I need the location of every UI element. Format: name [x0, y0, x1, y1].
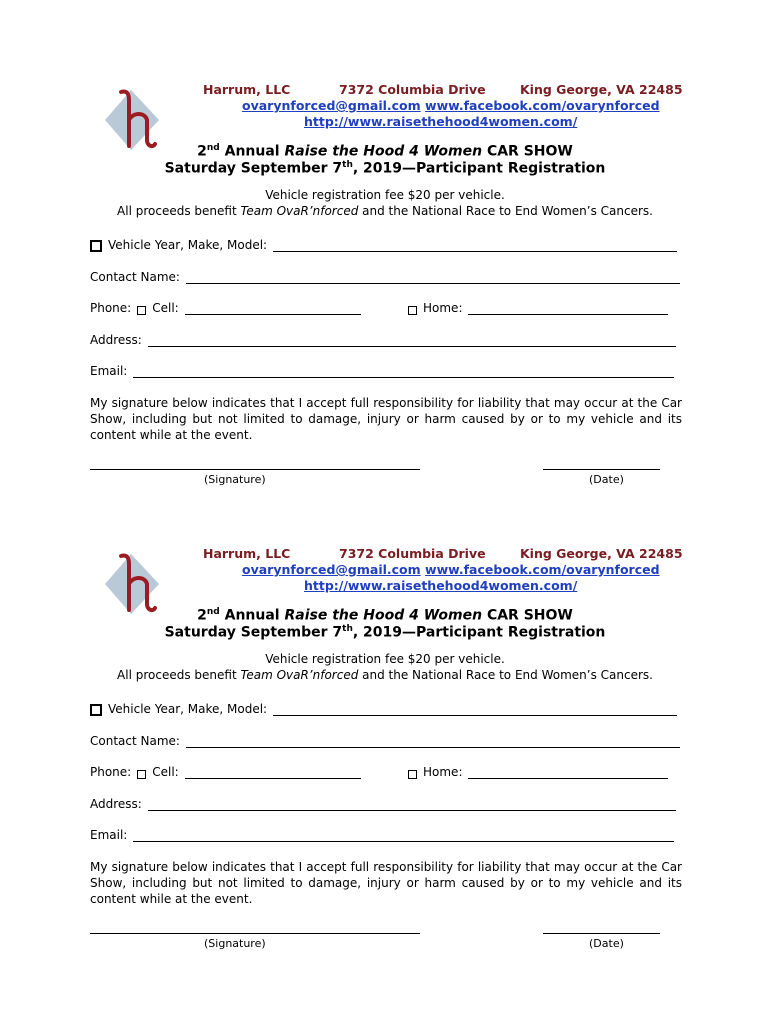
city-state-zip: King George, VA 22485 — [520, 82, 683, 97]
cell-phone-field[interactable] — [185, 766, 361, 779]
vehicle-row — [90, 702, 677, 716]
registration-text: , 2019—Participant Registration — [352, 160, 606, 177]
team-name: Team OvaR’nforced — [240, 204, 359, 218]
date-field[interactable] — [543, 932, 660, 934]
website-link[interactable]: http://www.raisethehood4women.com/ — [304, 114, 578, 129]
address-field[interactable] — [148, 798, 676, 811]
email-row — [90, 364, 674, 378]
fee-text: Vehicle registration fee $20 per vehicle. — [265, 188, 505, 202]
liability-statement: My signature below indicates that I accept full responsibility for liability that may occur at the Car Show, including but not limited to damage, injury or harm caused by or to my vehicle and its content while at the event. — [90, 860, 682, 906]
company-name: Harrum, LLC — [203, 82, 291, 97]
vehicle-checkbox[interactable] — [90, 240, 102, 252]
registration-form-2 — [0, 544, 770, 1014]
event-title — [0, 143, 770, 160]
signature-label: (Signature) — [204, 937, 266, 950]
home-phone-group — [408, 765, 668, 779]
date-label: (Date) — [589, 473, 624, 486]
fee-text: Vehicle registration fee $20 per vehicle. — [265, 652, 505, 666]
event-subtitle — [0, 624, 770, 641]
vehicle-checkbox[interactable] — [90, 704, 102, 716]
home-phone-field[interactable] — [468, 302, 668, 315]
home-label: Home: — [423, 765, 463, 779]
date-suffix: th — [342, 160, 353, 170]
title-annual: Annual — [224, 607, 280, 624]
phone-label: Phone: — [90, 765, 132, 779]
contact-links — [242, 98, 660, 113]
home-label: Home: — [423, 301, 463, 315]
home-phone-field[interactable] — [468, 766, 668, 779]
vehicle-row — [90, 238, 677, 252]
vehicle-field[interactable] — [273, 703, 677, 716]
title-car-show: CAR SHOW — [486, 607, 573, 624]
registration-form-1 — [0, 80, 770, 550]
signature-label: (Signature) — [204, 473, 266, 486]
vehicle-field[interactable] — [273, 239, 677, 252]
registration-text: , 2019—Participant Registration — [352, 624, 606, 641]
benefit-pre: All proceeds benefit — [117, 668, 237, 682]
company-name: Harrum, LLC — [203, 546, 291, 561]
event-subtitle — [0, 160, 770, 177]
cell-label: Cell: — [152, 301, 179, 315]
address-label: Address: — [90, 333, 142, 347]
website-link[interactable]: http://www.raisethehood4women.com/ — [304, 578, 578, 593]
date-text: Saturday September 7 — [164, 160, 343, 177]
website-row — [304, 114, 577, 129]
address-row — [90, 333, 676, 347]
contact-name-field[interactable] — [186, 271, 680, 284]
signature-field[interactable] — [90, 468, 420, 470]
team-name: Team OvaR’nforced — [240, 668, 359, 682]
email-link[interactable]: ovarynforced@gmail.com — [242, 562, 421, 577]
cell-checkbox[interactable] — [137, 770, 146, 779]
contact-label: Contact Name: — [90, 270, 180, 284]
header-row — [0, 544, 770, 564]
benefit-post: and the National Race to End Women’s Cancers. — [362, 204, 653, 218]
home-phone-group — [408, 301, 668, 315]
benefit-text — [0, 668, 770, 682]
street-address: 7372 Columbia Drive — [339, 82, 486, 97]
date-suffix: th — [342, 624, 353, 634]
ordinal-suffix: nd — [206, 143, 220, 153]
ordinal-number: 2 — [197, 143, 207, 160]
contact-row — [90, 734, 680, 748]
facebook-link[interactable]: www.facebook.com/ovarynforced — [425, 562, 660, 577]
benefit-post: and the National Race to End Women’s Cancers. — [362, 668, 653, 682]
benefit-text — [0, 204, 770, 218]
contact-label: Contact Name: — [90, 734, 180, 748]
cell-checkbox[interactable] — [137, 306, 146, 315]
event-name: Raise the Hood 4 Women — [284, 143, 483, 160]
vehicle-label: Vehicle Year, Make, Model: — [108, 702, 268, 716]
contact-row — [90, 270, 680, 284]
signature-field[interactable] — [90, 932, 420, 934]
home-checkbox[interactable] — [408, 770, 417, 779]
email-label: Email: — [90, 364, 128, 378]
phone-row — [90, 765, 361, 779]
vehicle-label: Vehicle Year, Make, Model: — [108, 238, 268, 252]
date-text: Saturday September 7 — [164, 624, 343, 641]
liability-statement: My signature below indicates that I accept full responsibility for liability that may occur at the Car Show, including but not limited to damage, injury or harm caused by or to my vehicle and its content while at the event. — [90, 396, 682, 442]
event-title — [0, 607, 770, 624]
contact-name-field[interactable] — [186, 735, 680, 748]
address-field[interactable] — [148, 334, 676, 347]
email-link[interactable]: ovarynforced@gmail.com — [242, 98, 421, 113]
event-name: Raise the Hood 4 Women — [284, 607, 483, 624]
city-state-zip: King George, VA 22485 — [520, 546, 683, 561]
email-label: Email: — [90, 828, 128, 842]
email-field[interactable] — [133, 829, 674, 842]
title-car-show: CAR SHOW — [486, 143, 573, 160]
facebook-link[interactable]: www.facebook.com/ovarynforced — [425, 98, 660, 113]
date-field[interactable] — [543, 468, 660, 470]
phone-row — [90, 301, 361, 315]
ordinal-number: 2 — [197, 607, 207, 624]
header-row — [0, 80, 770, 100]
address-row — [90, 797, 676, 811]
contact-links — [242, 562, 660, 577]
cell-label: Cell: — [152, 765, 179, 779]
home-checkbox[interactable] — [408, 306, 417, 315]
street-address: 7372 Columbia Drive — [339, 546, 486, 561]
email-row — [90, 828, 674, 842]
email-field[interactable] — [133, 365, 674, 378]
address-label: Address: — [90, 797, 142, 811]
cell-phone-field[interactable] — [185, 302, 361, 315]
benefit-pre: All proceeds benefit — [117, 204, 237, 218]
title-annual: Annual — [224, 143, 280, 160]
website-row — [304, 578, 577, 593]
ordinal-suffix: nd — [206, 607, 220, 617]
date-label: (Date) — [589, 937, 624, 950]
phone-label: Phone: — [90, 301, 132, 315]
